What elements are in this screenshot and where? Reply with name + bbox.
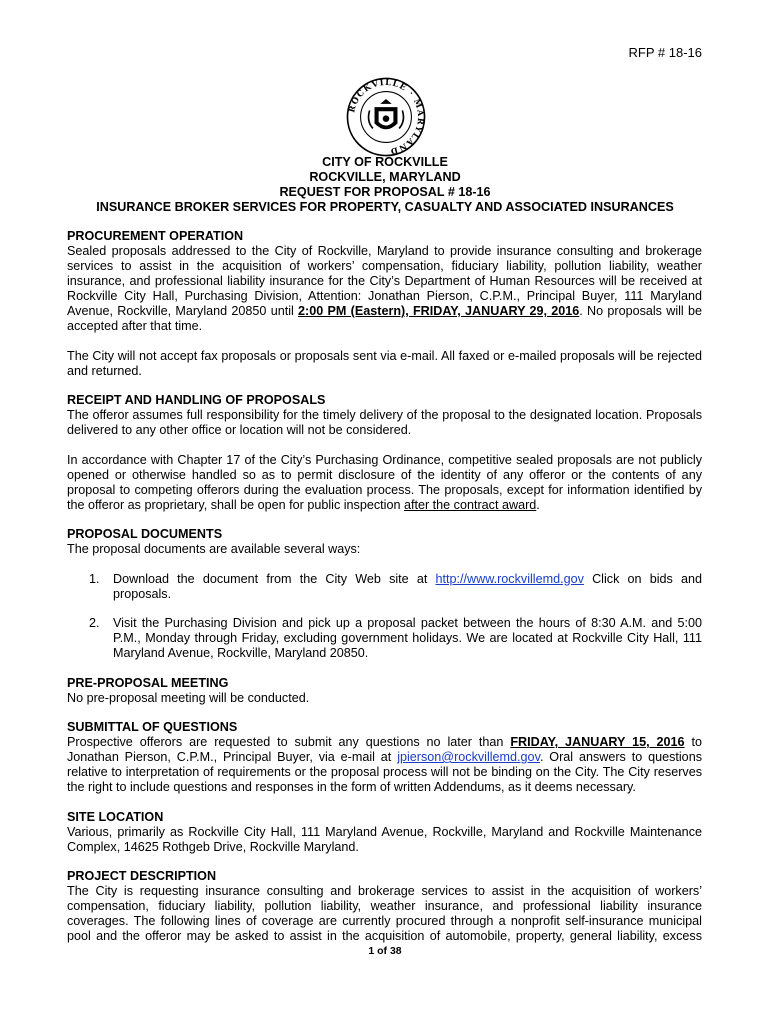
documents-heading: PROPOSAL DOCUMENTS [67, 527, 223, 541]
rfp-number: RFP # 18-16 [628, 45, 702, 60]
title-rfp: REQUEST FOR PROPOSAL # 18-16 [279, 185, 491, 199]
title-city: CITY OF ROCKVILLE [322, 155, 448, 169]
confidentiality-paragraph: In accordance with Chapter 17 of the City’s Purchasing Ordinance, competitive sealed proposals are not publicly opened or otherwise handled so as to permit disclosure of the identity of any offeror or the contents of any proposal to competing offerors during the evaluation process. The proposals, except for information identified by the offeror as proprietary, shall be open for public inspection after the contract award. [67, 452, 702, 512]
list-item: 2. Visit the Purchasing Division and pick up a proposal packet between the hours of 8:30 A.M. and 5:00 P.M., Monday through Friday, excluding government holidays. We are located at Rockville City Hall, 111 Maryland Avenue, Rockville, Maryland 20850. [89, 616, 702, 660]
document-title-block [40, 155, 730, 215]
buyer-email-link[interactable]: jpierson@rockvillemd.gov [397, 750, 540, 764]
procurement-paragraph: Sealed proposals addressed to the City of Rockville, Maryland to provide insurance consulting and brokerage services to assist in the acquisition of workers’ compensation, fiduciary liability, pollution liability, weather insurance, and professional liability insurance for the City’s Department of Human Resources will be received at Rockville City Hall, Purchasing Division, Attention: Jonathan Pierson, C.P.M., Principal Buyer, 111 Maryland Avenue, Rockville, Maryland 20850 until 2:00 PM (Eastern), FRIDAY, JANUARY 29, 2016. No proposals will be accepted after that time. [67, 244, 702, 333]
procurement-heading: PROCUREMENT OPERATION [67, 229, 244, 243]
documents-intro: The proposal documents are available several ways: [67, 542, 361, 556]
preproposal-heading: PRE-PROPOSAL MEETING [67, 675, 229, 690]
title-subject: INSURANCE BROKER SERVICES FOR PROPERTY, CASUALTY AND ASSOCIATED INSURANCES [96, 200, 674, 214]
site-text: Various, primarily as Rockville City Hall, 111 Maryland Avenue, Rockville, Maryland and Rockville Maintenance Complex, 14625 Rothgeb Drive, Rockville Maryland. [67, 824, 702, 854]
preproposal-text: No pre-proposal meeting will be conducted. [67, 690, 310, 705]
project-text: The City is requesting insurance consulting and brokerage services to assist in the acquisition of workers’ compensation, fiduciary liability, pollution liability, weather insurance, and professional liability insurance coverages. The following lines of coverage are currently procured through a nonprofit self-insurance municipal pool and the offeror may be asked to assist in the acquisition of automobile, property, general liability, excess [67, 884, 702, 943]
receipt-heading: RECEIPT AND HANDLING OF PROPOSALS [67, 393, 326, 407]
city-seal-icon [345, 76, 427, 158]
seal-text: ROCKVILLE · MARYLAND [346, 76, 427, 157]
after-award-text: after the contract award [403, 497, 537, 512]
questions-paragraph: Prospective offerors are requested to submit any questions no later than FRIDAY, JANUARY 15, 2016 to Jonathan Pierson, C.P.M., Principal Buyer, via e-mail at jpierson@rockvillemd.gov. Oral answers to questions relative to interpretation of requirements or the proposal process will not be binding on the City. The City reserves the right to include questions and responses in the form of written Addendums, as it deems necessary. [67, 735, 702, 794]
proposal-deadline: 2:00 PM (Eastern), FRIDAY, JANUARY 29, 2016 [298, 304, 580, 318]
fax-policy-paragraph: The City will not accept fax proposals or proposals sent via e-mail. All faxed or e-mailed proposals will be rejected and returned. [67, 348, 702, 378]
questions-heading: SUBMITTAL OF QUESTIONS [67, 720, 238, 734]
city-website-link[interactable]: http://www.rockvillemd.gov [435, 571, 584, 586]
project-heading: PROJECT DESCRIPTION [67, 869, 217, 883]
site-heading: SITE LOCATION [67, 809, 164, 824]
documents-list [67, 572, 702, 662]
document-body [67, 229, 702, 944]
questions-deadline: FRIDAY, JANUARY 15, 2016 [510, 735, 685, 749]
title-state: ROCKVILLE, MARYLAND [309, 170, 461, 184]
receipt-paragraph: The offeror assumes full responsibility for the timely delivery of the proposal to the designated location. Proposals delivered to any other office or location will not be considered. [67, 408, 702, 437]
list-item: 1. Download the document from the City Web site at http://www.rockvillemd.gov Click on bids and proposals. [89, 571, 702, 601]
page-number: 1 of 38 [368, 945, 402, 957]
